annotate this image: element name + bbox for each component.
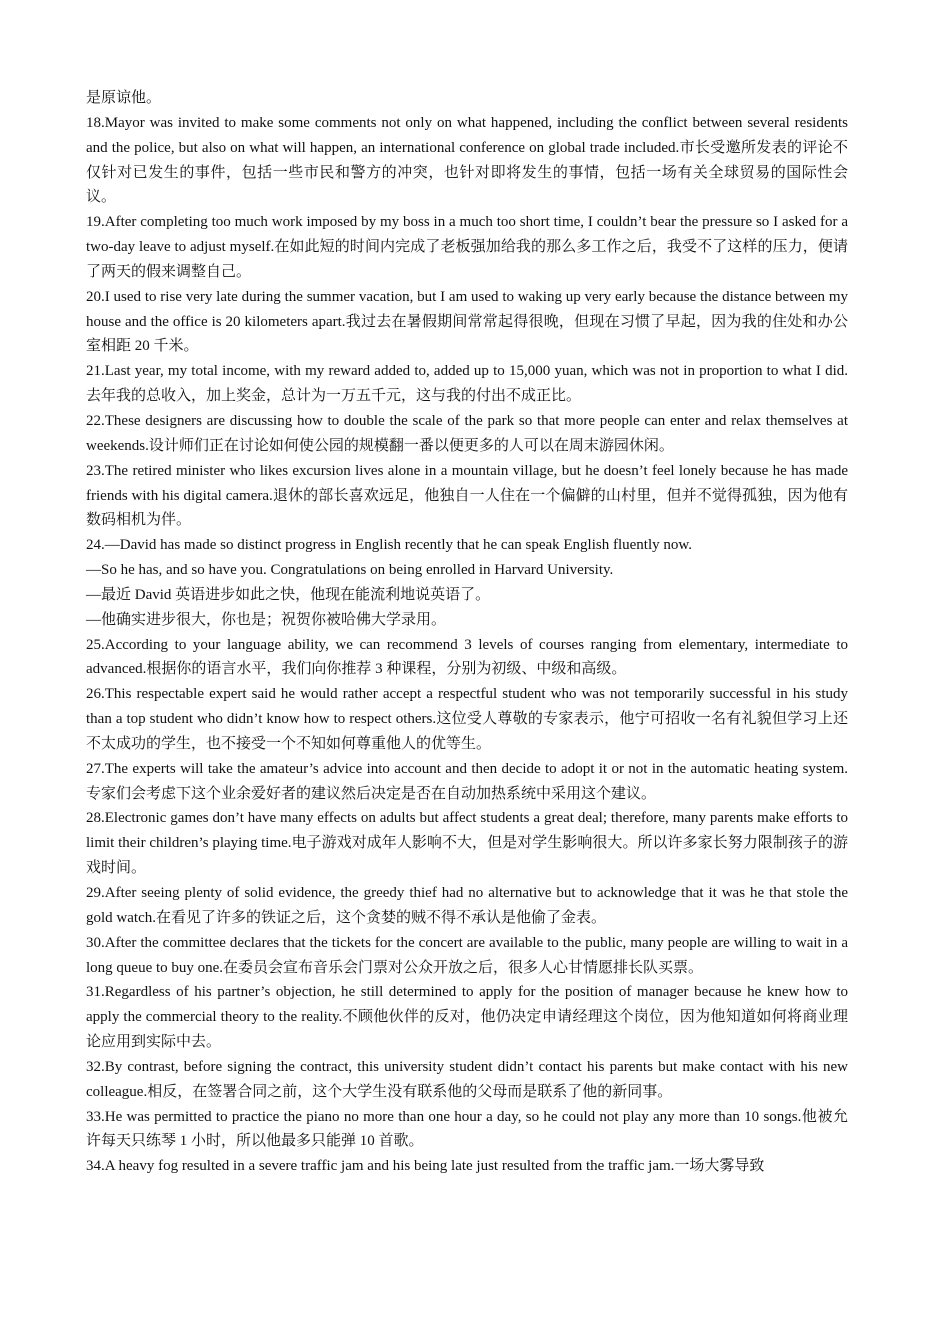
paragraph-32: 32.By contrast, before signing the contract, this university student didn’t contact his parents but make contact with his new colleague.相反，在签署合同之前，这个大学生没有联系他的父母而是联系了他的新同事。 bbox=[86, 1058, 848, 1100]
paragraph-22: 22.These designers are discussing how to double the scale of the park so that more people can enter and relax themselves at weekends.设计师们正在讨论如何使公园的规模翻一番以便更多的人可以在周末游园休闲。 bbox=[86, 412, 848, 454]
paragraph-30: 30.After the committee declares that the tickets for the concert are available to the public, many people are willing to wait in a long queue to buy one.在委员会宣布音乐会门票对公众开放之后，很多人心甘情愿排长队买票。 bbox=[86, 934, 848, 976]
paragraph-20: 20.I used to rise very late during the summer vacation, but I am used to waking up very early because the distance between my house and the office is 20 kilometers apart.我过去在暑假期间常常起得很晚，但现在习惯了早起，因为我的住处和办公室相距 20 千米。 bbox=[86, 288, 848, 355]
paragraph-25: 25.According to your language ability, we can recommend 3 levels of courses ranging from elementary, intermediate to advanced.根据你的语言水平，我们向你推荐 3 种课程，分别为初级、中级和高级。 bbox=[86, 636, 848, 678]
paragraph-34: 34.A heavy fog resulted in a severe traffic jam and his being late just resulted from the traffic jam.一场大雾导致 bbox=[86, 1158, 765, 1175]
paragraph-24-line-4: —他确实进步很大，你也是；祝贺你被哈佛大学录用。 bbox=[86, 611, 447, 628]
paragraph-33: 33.He was permitted to practice the piano no more than one hour a day, so he could not play any more than 10 songs.他被允许每天只练琴 1 小时，所以他最多只能弹 10 首歌。 bbox=[86, 1108, 848, 1150]
paragraph-continuation: 是原谅他。 bbox=[86, 90, 162, 106]
paragraph-26: 26.This respectable expert said he would rather accept a respectful student who was not temporarily successful in his study than a top student who didn’t know how to respect others.这位受人尊敬的专家表示，他宁可招收一名有礼貌但学习上还不太成功的学生，也不接受一个不知如何尊重他人的优等生。 bbox=[86, 686, 848, 752]
paragraph-18: 18.Mayor was invited to make some comments not only on what happened, including the conflict between several residents and the police, but also on what will happen, an international conference on global trade included.市长受邀所发表的评论不仅针对已发生的事件，包括一些市民和警方的冲突，也针对即将发生的事情，包括一场有关全球贸易的国际性会议。 bbox=[86, 114, 848, 206]
paragraph-19: 19.After completing too much work imposed by my boss in a much too short time, I couldn’t bear the pressure so I asked for a two-day leave to adjust myself.在如此短的时间内完成了老板强加给我的那么多工作之后，我受不了这样的压力，便请了两天的假来调整自己。 bbox=[86, 214, 848, 280]
paragraph-24-line-1: 24.—David has made so distinct progress in English recently that he can speak English fluently now. bbox=[86, 537, 692, 554]
paragraph-24-line-3: —最近 David 英语进步如此之快，他现在能流利地说英语了。 bbox=[86, 586, 491, 603]
paragraph-27: 27.The experts will take the amateur’s advice into account and then decide to adopt it or not in the automatic heating system.专家们会考虑下这个业余爱好者的建议然后决定是否在自动加热系统中采用这个建议。 bbox=[86, 760, 848, 802]
paragraph-24-line-2: —So he has, and so have you. Congratulations on being enrolled in Harvard University. bbox=[86, 562, 614, 579]
paragraph-21: 21.Last year, my total income, with my reward added to, added up to 15,000 yuan, which was not in proportion to what I did.去年我的总收入，加上奖金，总计为一万五千元，这与我的付出不成正比。 bbox=[86, 363, 848, 405]
paragraph-23: 23.The retired minister who likes excursion lives alone in a mountain village, but he doesn’t feel lonely because he has made friends with his digital camera.退休的部长喜欢远足，他独自一人住在一个偏僻的山村里，但并不觉得孤独，因为他有数码相机为伴。 bbox=[86, 462, 848, 529]
document-body bbox=[86, 86, 848, 1179]
paragraph-29: 29.After seeing plenty of solid evidence, the greedy thief had no alternative but to acknowledge that it was he that stole the gold watch.在看见了许多的铁证之后，这个贪婪的贼不得不承认是他偷了金表。 bbox=[86, 885, 848, 926]
paragraph-31: 31.Regardless of his partner’s objection, he still determined to apply for the position of manager because he knew how to apply the commercial theory to the reality.不顾他伙伴的反对，他仍决定申请经理这个岗位，因为他知道如何将商业理论应用到实际中去。 bbox=[86, 984, 848, 1051]
paragraph-28: 28.Electronic games don’t have many effects on adults but affect students a great deal; therefore, many parents make efforts to limit their children’s playing time.电子游戏对成年人影响不大，但是对学生影响很大。所以许多家长努力限制孩子的游戏时间。 bbox=[86, 810, 848, 877]
